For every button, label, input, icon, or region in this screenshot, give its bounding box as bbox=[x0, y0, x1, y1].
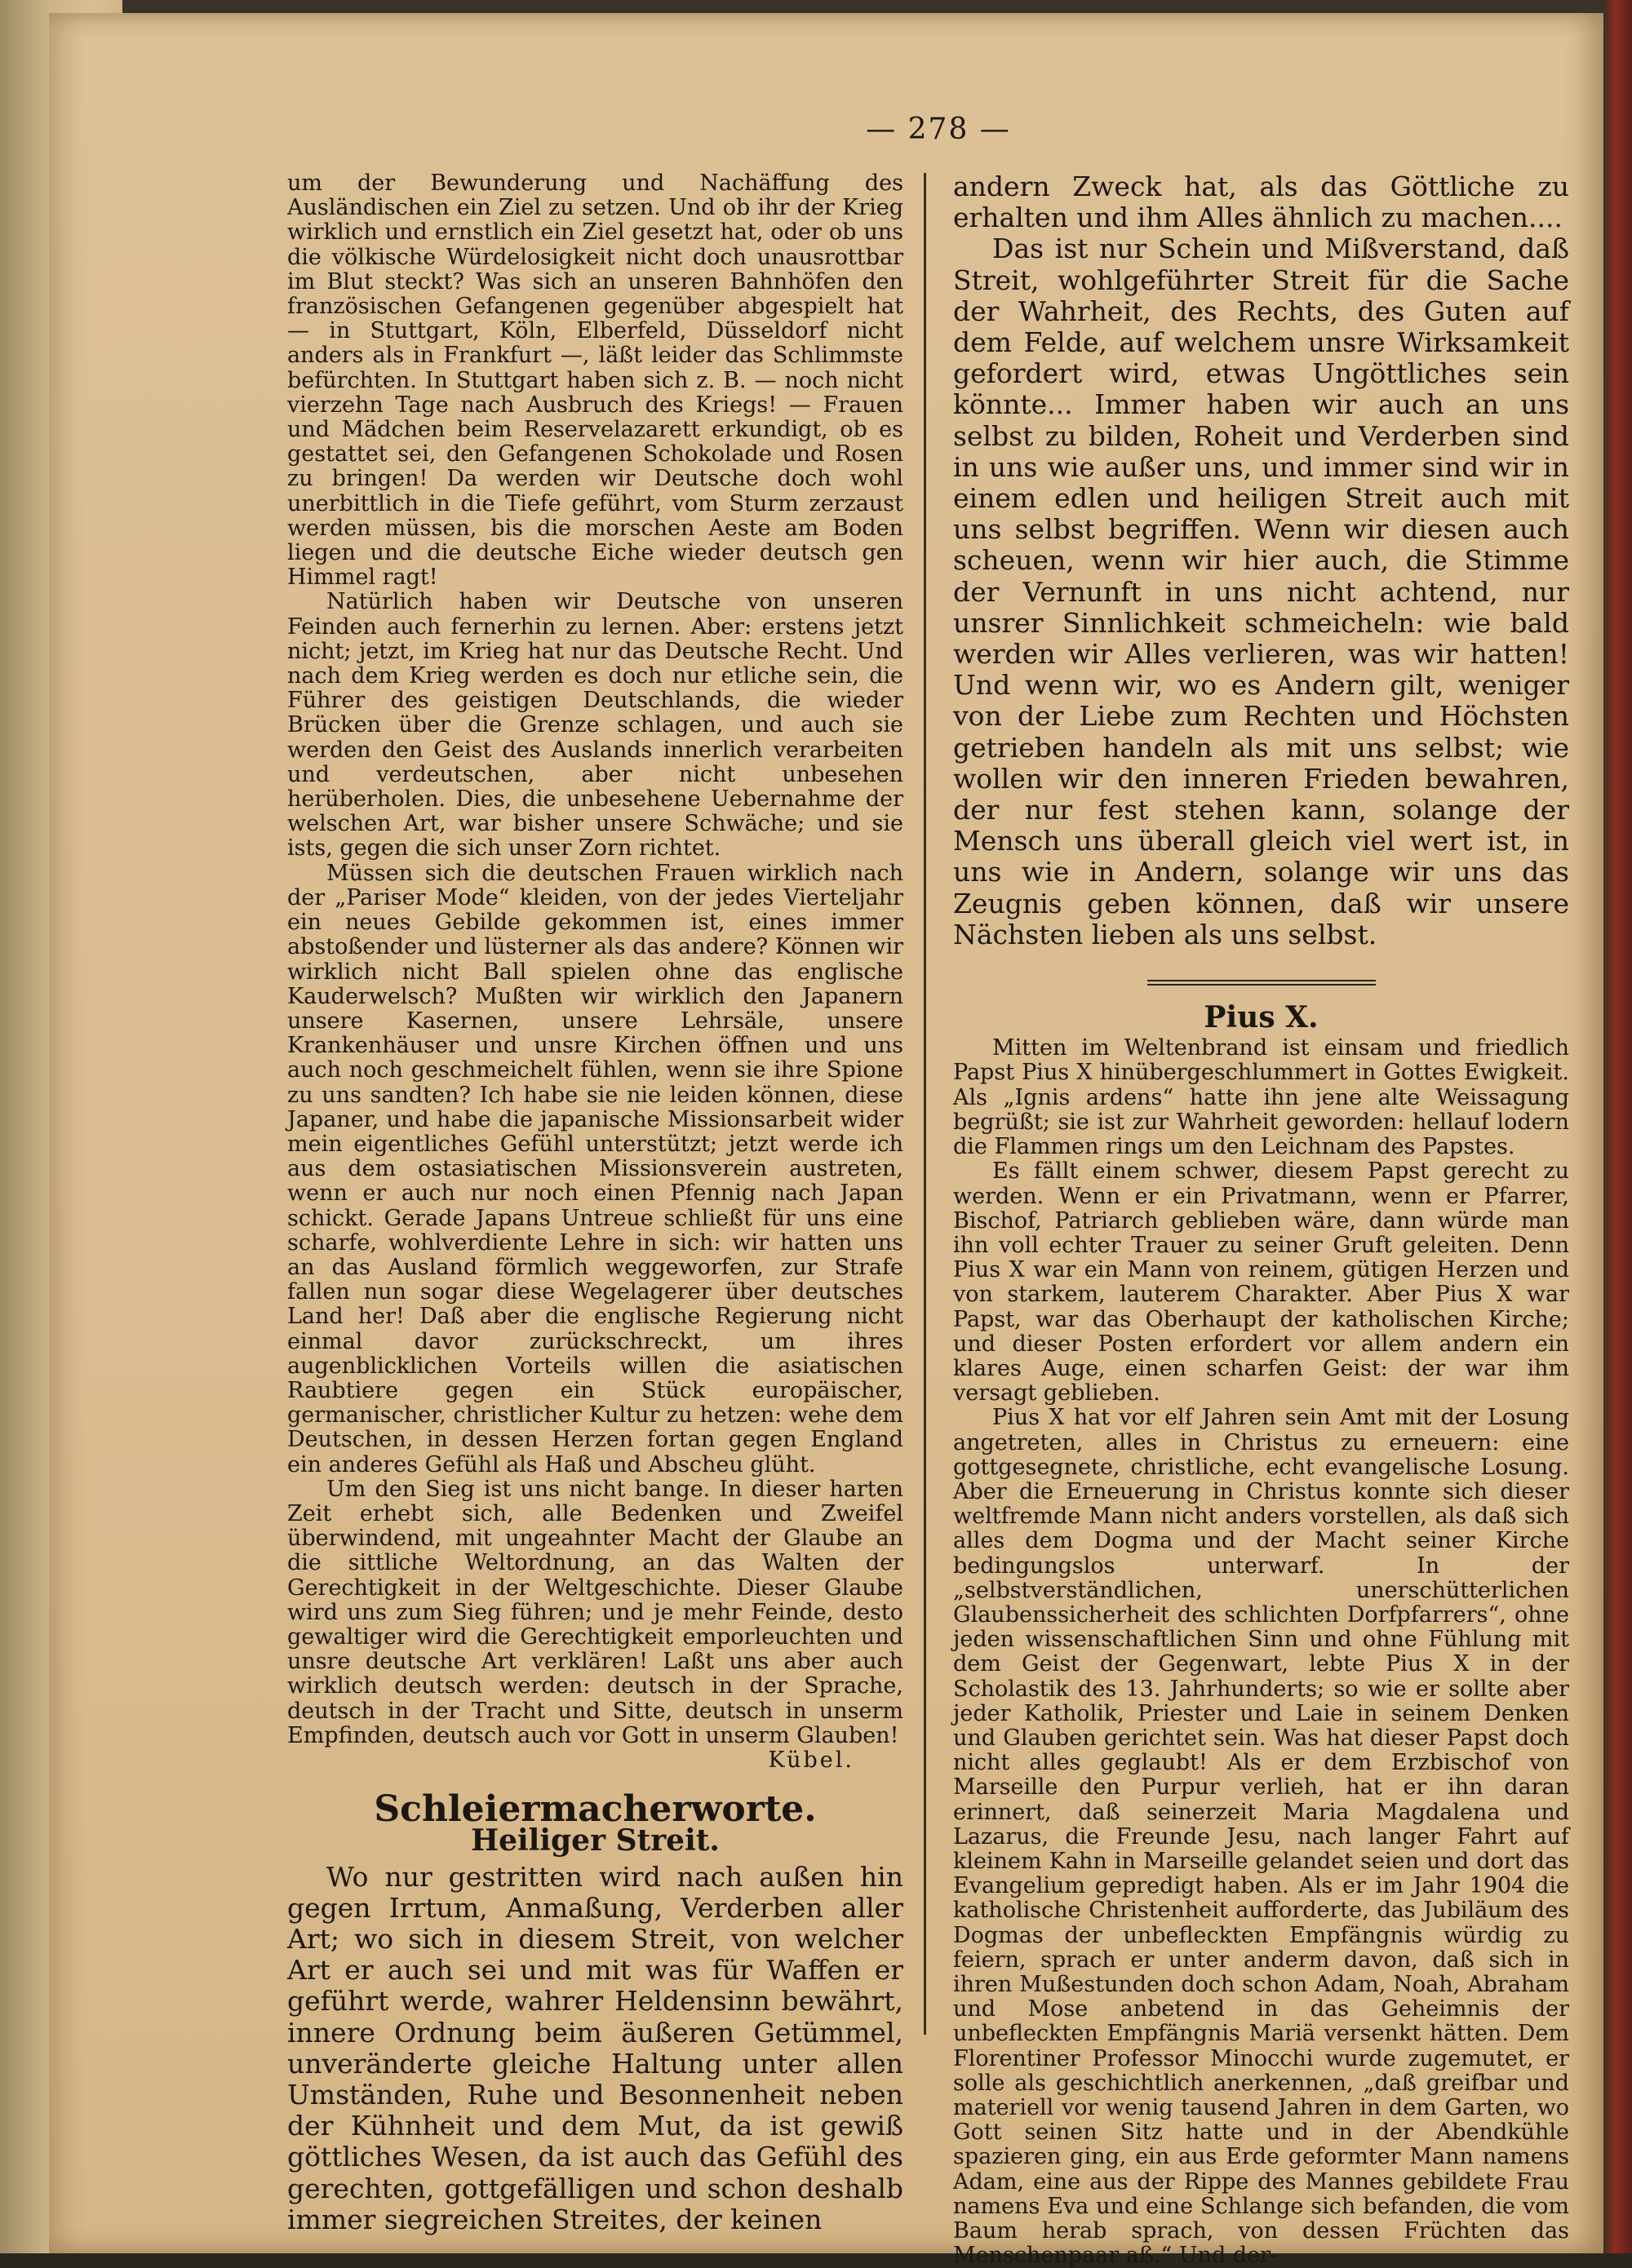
article-paragraph: Natürlich haben wir Deutsche von unseren Feinden auch fernerhin zu lernen. Aber: erstens jetzt nicht; jetzt, im Krieg hat nur das Deutsche Recht. Und nach dem Krieg werden es doch nur etliche sein, die Führer des geistigen Deutschlands, die wieder Brücken über die Grenze schlagen, und auch sie werden den Geist des Auslands innerlich verarbeiten und verdeutschen, aber nicht unbesehen herüberholen. Dies, die unbesehene Uebernahme der welschen Art, war bisher unsere Schwäche; und sie ists, gegen die sich unser Zorn richtet. bbox=[287, 589, 903, 862]
article-paragraph: Es fällt einem schwer, diesem Papst gerecht zu werden. Wenn er ein Privatmann, wenn er Pfarrer, Bischof, Patriarch geblieben wäre, dann würde man ihn voll echter Trauer zu seiner Gruft geleiten. Denn Pius X war ein Mann von reinem, gütigen Herzen und von starkem, lauterem Charakter. Aber Pius X war Papst, war das Oberhaupt der katholischen Kirche; und dieser Posten erfordert vor allem andern ein klares Auge, einen scharfen Geist: der war ihm versagt geblieben. bbox=[953, 1158, 1569, 1406]
book-binding-edge bbox=[1603, 0, 1632, 2253]
article-paragraph: Mitten im Weltenbrand ist einsam und friedlich Papst Pius X hinübergeschlummert in Gottes Ewigkeit. Als „Ignis ardens“ hatte ihn jene alte Weissagung begrüßt; sie ist zur Wahrheit geworden: hellauf lodern die Flammen rings um den Leichnam des Papstes. bbox=[953, 1035, 1569, 1160]
article-paragraph: Um den Sieg ist uns nicht bange. In dieser harten Zeit erhebt sich, alle Bedenken und Zweifel überwindend, mit ungeahnter Macht der Glaube an die sittliche Weltordnung, an das Walten der Gerechtigkeit in der Weltgeschichte. Dieser Glaube wird uns zum Sieg führen; und je mehr Feinde, desto gewaltiger wird die Gerechtigkeit emporleuchten und unsre deutsche Art verklären! Laßt uns aber auch wirklich deutsch werden: deutsch in der Sprache, deutsch in der Tracht und Sitte, deutsch in unserm Empfinden, deutsch auch vor Gott in unserm Glauben! bbox=[287, 1476, 903, 1748]
column-divider bbox=[924, 173, 926, 2035]
article-title: Pius X. bbox=[1204, 1000, 1319, 1035]
article-paragraph: Müssen sich die deutschen Frauen wirklich nach der „Pariser Mode“ kleiden, von der jedes Vierteljahr ein neues Gebilde gekommen ist, eines immer abstoßender und lüsterner als das andere? Können wir wirklich nicht Ball spielen ohne das englische Kauderwelsch? Mußten wir wirklich den Japanern unsere Kasernen, unsere Lehrsäle, unsere Krankenhäuser und unsre Kirchen öffnen und uns auch noch geschmeichelt fühlen, wenn sie ihre Spione zu uns sandten? Ich habe sie nie leiden können, diese Japaner, und habe die japanische Missionsarbeit wider mein eigentliches Gefühl unterstützt; jetzt werde ich aus dem ostasiatischen Missionsverein austreten, wenn er auch nur noch einen Pfennig nach Japan schickt. Gerade Japans Untreue schließt für uns eine scharfe, wohlverdiente Lehre in sich: wir hatten uns an das Ausland förmlich weggeworfen, zur Strafe fallen nun sogar diese Wegelagerer über deutsches Land her! Daß aber die englische Regierung nicht einmal davor zurückschreckt, um ihres augenblicklichen Vorteils willen die asiatischen Raubtiere gegen ein Stück europäischer, germanischer, christlicher Kultur zu hetzen: wehe dem Deutschen, in dessen Herzen fortan gegen England ein anderes Gefühl als Haß und Abscheu glüht. bbox=[287, 860, 903, 1477]
continued-section-body bbox=[953, 171, 1569, 950]
section-separator bbox=[1147, 980, 1376, 986]
author-signature: Kübel. bbox=[768, 1748, 854, 1773]
section-paragraph: andern Zweck hat, als das Göttliche zu erhalten und ihm Alles ähnlich zu machen.... bbox=[953, 171, 1569, 234]
page-number: — 278 — bbox=[866, 113, 1011, 146]
article-paragraph: um der Bewunderung und Nachäffung des Ausländischen ein Ziel zu setzen. Und ob ihr der Krieg wirklich und ernstlich ein Ziel gesetzt hat, oder ob uns die völkische Würdelosigkeit nicht doch unausrottbar im Blut steckt? Was sich an unseren Bahnhöfen den französischen Gefangenen gegenüber abgespielt hat — in Stuttgart, Köln, Elberfeld, Düsseldorf nicht anders als in Frankfurt —, läßt leider das Schlimmste befürchten. In Stuttgart haben sich z. B. — noch nicht vierzehn Tage nach Ausbruch des Kriegs! — Frauen und Mädchen beim Reservelazarett erkundigt, ob es gestattet sei, den Gefangenen Schokolade und Rosen zu bringen! Da werden wir Deutsche doch wohl unerbittlich in die Tiefe geführt, vom Sturm zerzaust werden müssen, bis die morschen Aeste am Boden liegen und die deutsche Eiche wieder deutsch gen Himmel ragt! bbox=[287, 171, 903, 591]
section-body bbox=[287, 1862, 903, 2235]
section-title: Schleiermacherworte. bbox=[374, 1788, 817, 1831]
section-paragraph: Das ist nur Schein und Mißverstand, daß Streit, wohlgeführter Streit für die Sache der Wahrheit, des Rechts, des Guten auf dem Felde, auf welchem unsre Wirksamkeit gefordert wird, etwas Ungöttliches sein könnte... Immer haben wir auch an uns selbst zu bilden, Roheit und Verderben sind in uns wie außer uns, und immer sind wir in einem edlen und heiligen Streit auch mit uns selbst begriffen. Wenn wir diesen auch scheuen, wenn wir hier auch, die Stimme der Vernunft in uns nicht achtend, nur unsrer Sinnlichkeit schmeicheln: wie bald werden wir Alles verlieren, was wir hatten! Und wenn wir, wo es Andern gilt, weniger von der Liebe zum Rechten und Höchsten getrieben handeln als mit uns selbst; wie wollen wir den inneren Frieden bewahren, der nur fest stehen kann, solange der Mensch uns überall gleich viel wert ist, in uns wie in Andern, solange wir uns das Zeugnis geben können, daß wir unsere Nächsten lieben als uns selbst. bbox=[953, 233, 1569, 950]
right-column bbox=[953, 171, 1569, 2268]
article-paragraph: Pius X hat vor elf Jahren sein Amt mit der Losung angetreten, alles in Christus zu erneuern: eine gottgesegnete, christliche, echt evangelische Losung. Aber die Erneuerung in Christus konnte sich dieser weltfremde Mann nicht anders vorstellen, als daß sich alles dem Dogma und der Macht seiner Kirche bedingungslos unterwarf. In der „selbstverständlichen, unerschütterlichen Glaubenssicherheit des schlichten Dorfpfarrers“, ohne jeden wissenschaftlichen Sinn und ohne Fühlung mit dem Geist der Gegenwart, lebte Pius X in der Scholastik des 13. Jahrhunderts; so wie er sollte aber jeder Katholik, Priester und Laie in seinem Denken und Glauben gerichtet sein. Was hat dieser Papst doch nicht alles geglaubt! Als er dem Erzbischof von Marseille den Purpur verlieh, hat er ihn daran erinnert, daß seinerzeit Maria Magdalena und Lazarus, die Freunde Jesu, nach langer Fahrt auf kleinem Kahn in Marseille gelandet seien und dort das Evangelium gepredigt haben. Als er im Jahr 1904 die katholische Christenheit aufforderte, das Jubiläum des Dogmas der unbefleckten Empfängnis würdig zu feiern, sprach er unter anderm davon, daß sich in ihren Mußestunden doch schon Adam, Noah, Abraham und Mose anbetend in das Geheimnis der unbefleckten Empfängnis Mariä versenkt hätten. Dem Florentiner Professor Minocchi wurde zugemutet, er solle als geschichtlich anerkennen, „daß greifbar und materiell vor wenig tausend Jahren in dem Garten, wo Gott seinen Sitz hatte und in der Abendkühle spazieren ging, ein aus Erde geformter Mann namens Adam, eine aus der Rippe des Mannes gebildete Frau namens Eva und eine Schlange sich befanden, die vom Baum herab sprach, von dessen Früchten das Menschenpaar aß.“ Und der- bbox=[953, 1405, 1569, 2268]
section-paragraph: Wo nur gestritten wird nach außen hin gegen Irrtum, Anmaßung, Verderben aller Art; wo sich in diesem Streit, von welcher Art er auch sei und mit was für Waffen er geführt werde, wahrer Heldensinn bewährt, innere Ordnung beim äußeren Getümmel, unveränderte gleiche Haltung unter allen Umständen, Ruhe und Besonnenheit neben der Kühnheit und dem Mut, da ist gewiß göttliches Wesen, da ist auch das Gefühl des gerechten, gottgefälligen und schon deshalb immer siegreichen Streites, der keinen bbox=[287, 1860, 903, 2235]
left-column bbox=[287, 171, 903, 2235]
section-subtitle: Heiliger Streit. bbox=[471, 1823, 720, 1858]
